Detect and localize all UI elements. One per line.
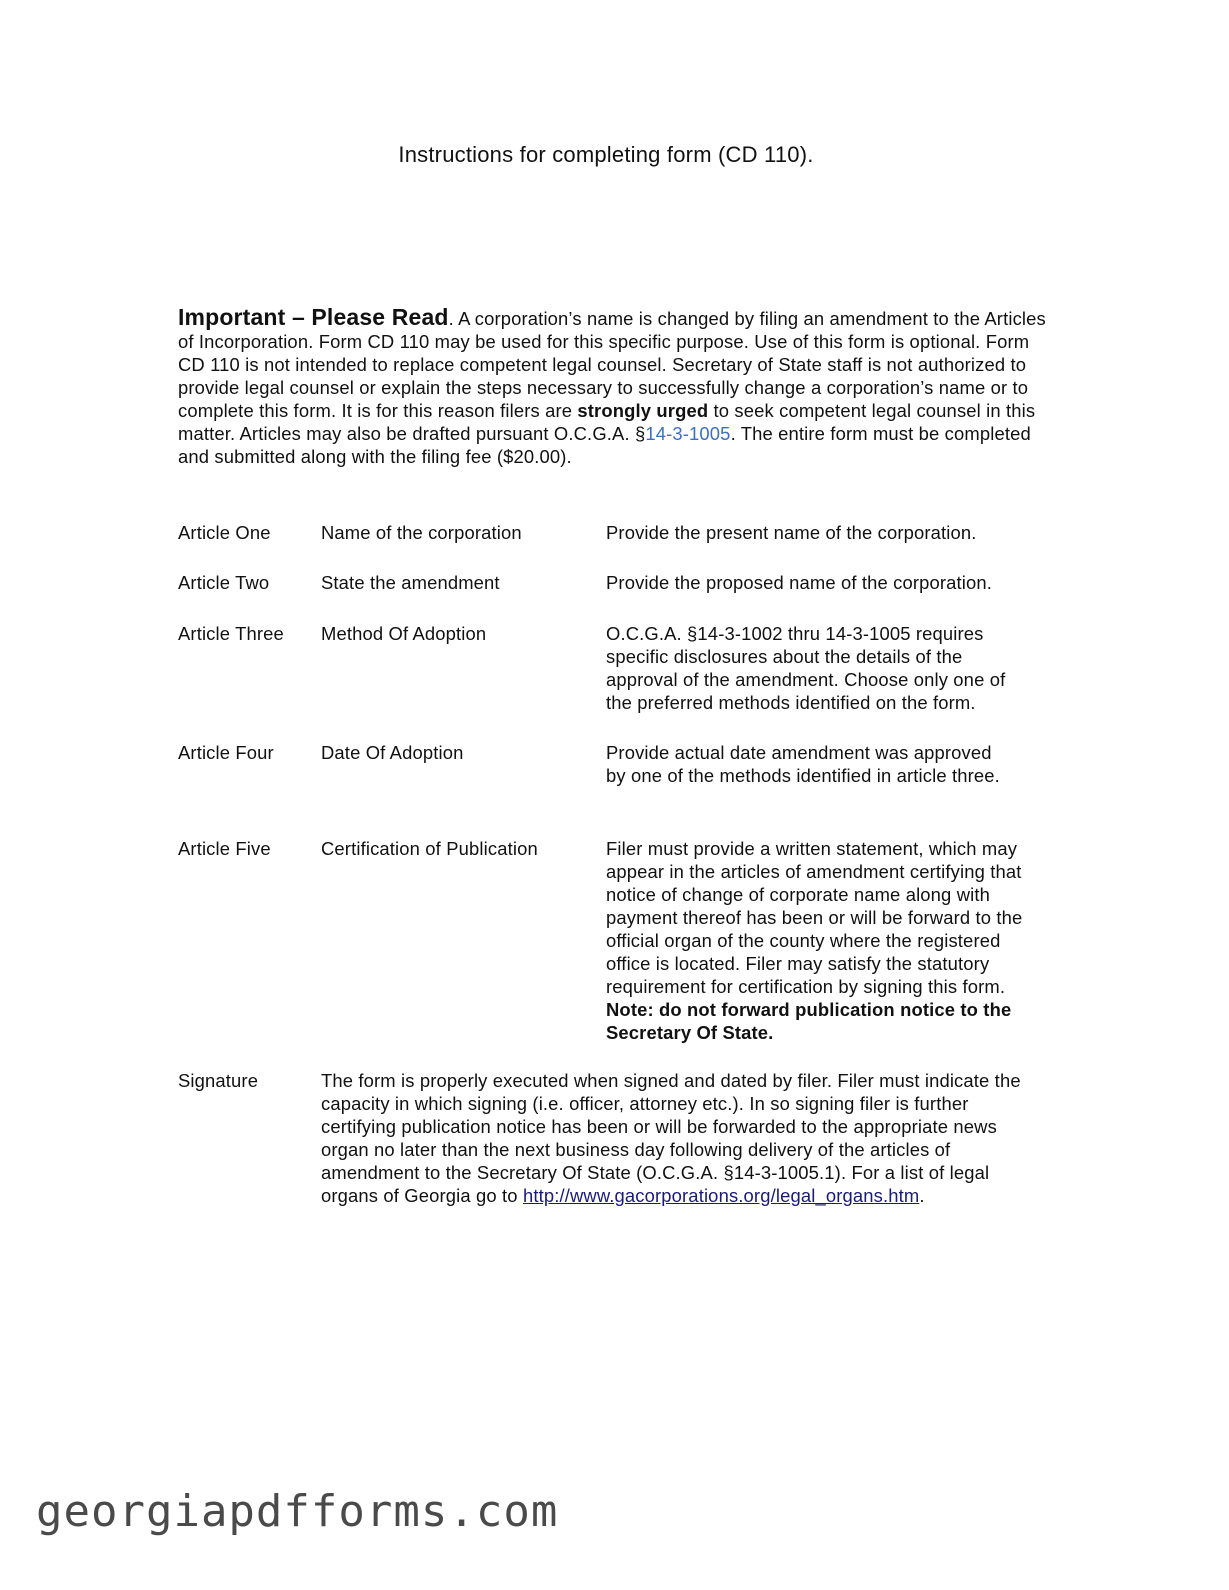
article-description: Provide the present name of the corporation.	[606, 522, 977, 543]
signature-label: Signature	[178, 1070, 259, 1091]
publication-note: Note: do not forward publication notice to the Secretary Of State.	[606, 999, 1012, 1043]
article-topic: Method Of Adoption	[321, 623, 487, 644]
article-topic: State the amendment	[321, 572, 500, 593]
page-title: Instructions for completing form (CD 110).	[398, 142, 814, 167]
article-label: Article Two	[178, 572, 270, 593]
signature-text: The form is properly executed when signed and dated by filer. Filer must indicate the capacity in which signing (i.e. officer, attorney etc.). In so signing filer is further certifying publication notice has been or will be forwarded to the appropriate news organ no later than the next business day following delivery of the articles of amendment to the Secretary Of State (O.C.G.A. §14-3-1005.1). For a list of legal organs of Georgia go to	[321, 1070, 1021, 1206]
intro-text-1: . A corporation’s name is changed by filing an amendment to the Articles of Incorporation. Form CD 110 may be used for this specific purpose. Use of this form is optional. Form CD 110 is not intended to replace competent legal counsel. Secretary of State staff is not authorized to provide legal counsel or explain the steps necessary to successfully change a corporation’s name or to complete this form. It is for this reason filers are	[178, 308, 1046, 421]
article-description: Provide actual date amendment was approved by one of the methods identified in article three.	[606, 742, 1000, 786]
signature-end: .	[919, 1185, 925, 1206]
article-label: Article Four	[178, 742, 274, 763]
statute-link[interactable]: 14-3-1005	[645, 423, 731, 444]
signature-description	[321, 1069, 1026, 1207]
legal-organs-link[interactable]: http://www.gacorporations.org/legal_organs.htm	[522, 1185, 920, 1206]
watermark-footer: georgiapdfforms.com	[36, 1486, 559, 1537]
intro-paragraph	[178, 306, 1048, 468]
article-description: O.C.G.A. §14-3-1002 thru 14-3-1005 requires specific disclosures about the details of the approval of the amendment. Choose only one of the preferred methods identified on the form.	[606, 623, 1006, 713]
article-label: Article One	[178, 522, 271, 543]
article-topic: Name of the corporation	[321, 522, 522, 543]
article-five-text: Filer must provide a written statement, which may appear in the articles of amendment certifying that notice of change of corporate name along with payment thereof has been or will be forward to the official organ of the county where the registered office is located. Filer may satisfy the statutory requirement for certification by signing this form.	[606, 838, 1023, 997]
article-description: Provide the proposed name of the corporation.	[606, 572, 993, 593]
intro-text-3: . The entire form must be completed and submitted along with the filing fee ($20.00).	[178, 423, 1031, 467]
article-topic: Date Of Adoption	[321, 742, 464, 763]
important-heading: Important – Please Read	[178, 304, 449, 330]
article-topic: Certification of Publication	[321, 838, 538, 859]
intro-text-2: to seek competent legal counsel in this matter. Articles may also be drafted pursuant O.C.G.A. §	[178, 400, 1036, 444]
article-description	[606, 837, 1046, 1044]
article-label: Article Five	[178, 838, 271, 859]
article-label: Article Three	[178, 623, 284, 644]
intro-bold-strongly-urged: strongly urged	[577, 400, 709, 421]
